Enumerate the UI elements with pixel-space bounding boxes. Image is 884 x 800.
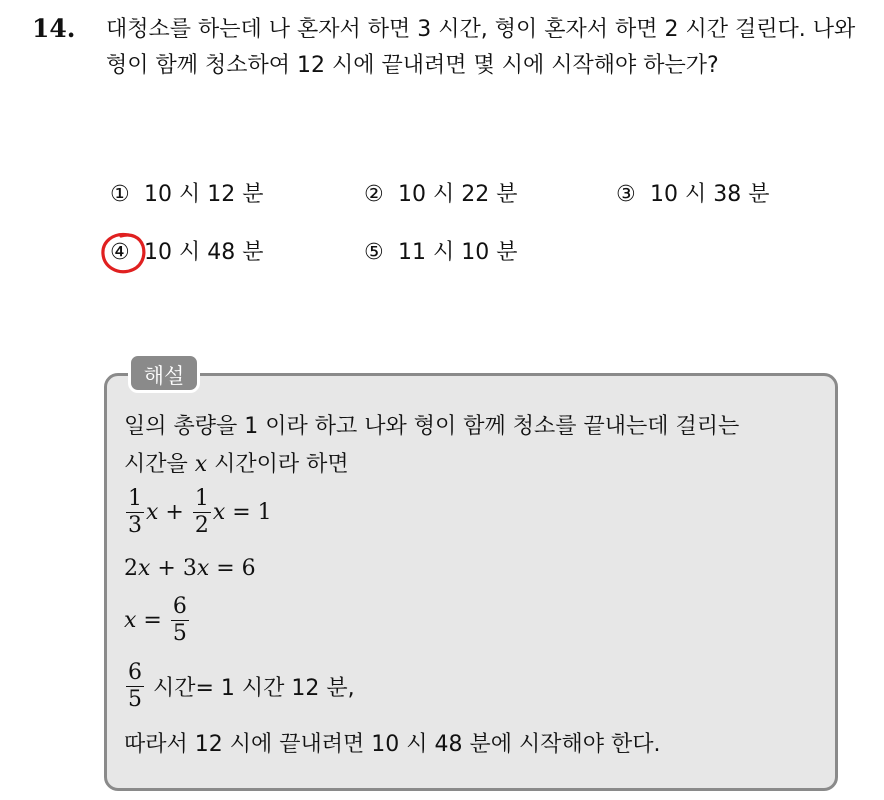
eq4-frac-num: 6 (128, 660, 142, 685)
choice-2-mark: ② (364, 182, 384, 207)
eq4-text: 시간= 1 시간 12 분, (146, 676, 355, 701)
eq2-rhs: = 6 (209, 556, 256, 581)
eq1-frac-1-den: 3 (128, 513, 142, 538)
eq1-frac-2-den: 2 (194, 513, 209, 538)
choice-3-value: 10 시 38 분 (650, 182, 770, 207)
equation-2 (124, 552, 256, 586)
explanation-line-1: 일의 총량을 1 이라 하고 나와 형이 함께 청소를 끝내는데 걸리는 (124, 414, 740, 439)
eq1-op: + (158, 500, 191, 525)
eq3-frac-den: 5 (172, 621, 187, 646)
eq4-frac-den: 5 (128, 687, 142, 712)
choice-1-mark: ① (110, 182, 130, 207)
choice-2[interactable] (364, 180, 517, 210)
equation-1 (124, 486, 272, 539)
eq2-coef-1: 2 (124, 556, 138, 581)
eq2-coef-2: 3 (182, 556, 197, 581)
explanation-line-2 (124, 448, 349, 482)
eq3-var: x (124, 608, 137, 633)
choice-5[interactable] (364, 238, 517, 268)
choice-4[interactable] (110, 238, 263, 268)
choice-3-mark: ③ (616, 182, 636, 207)
eq1-frac-1-num: 1 (128, 486, 142, 511)
eq1-frac-1 (126, 486, 144, 539)
choice-3[interactable] (616, 180, 769, 210)
eq1-var-1: x (146, 500, 159, 525)
eq1-frac-2-num: 1 (194, 486, 209, 511)
choice-5-value: 11 시 10 분 (398, 240, 518, 265)
equation-3 (124, 594, 191, 647)
choice-4-value: 10 시 48 분 (144, 240, 264, 265)
choice-5-mark: ⑤ (364, 240, 384, 265)
eq3-frac-num: 6 (172, 594, 187, 619)
eq2-var-2: x (196, 556, 210, 581)
choice-1-value: 10 시 12 분 (144, 182, 264, 207)
eq1-var-2: x (212, 500, 226, 525)
eq1-frac-2 (193, 486, 211, 539)
line2-prefix: 시간을 (124, 452, 195, 477)
question-number: 14. (32, 14, 76, 43)
eq2-op: + (150, 556, 183, 581)
choice-4-mark: ④ (110, 240, 130, 265)
line2-variable: x (194, 452, 208, 477)
explanation-label: 해설 (128, 353, 200, 393)
equation-4 (124, 660, 355, 713)
choice-2-value: 10 시 22 분 (398, 182, 518, 207)
line2-suffix: 시간이라 하면 (207, 452, 349, 477)
eq2-var-1: x (138, 556, 151, 581)
eq4-frac (126, 660, 144, 713)
eq3-frac (171, 594, 189, 647)
eq3-eq: = (136, 608, 169, 633)
explanation-conclusion: 따라서 12 시에 끝내려면 10 시 48 분에 시작해야 한다. (124, 732, 661, 757)
question-text: 대청소를 하는데 나 혼자서 하면 3 시간, 형이 혼자서 하면 2 시간 걸린다. 나와 형이 함께 청소하여 12 시에 끝내려면 몇 시에 시작해야 하는가? (106, 17, 856, 78)
choice-1[interactable] (110, 180, 263, 210)
eq1-rhs: = 1 (225, 500, 272, 525)
